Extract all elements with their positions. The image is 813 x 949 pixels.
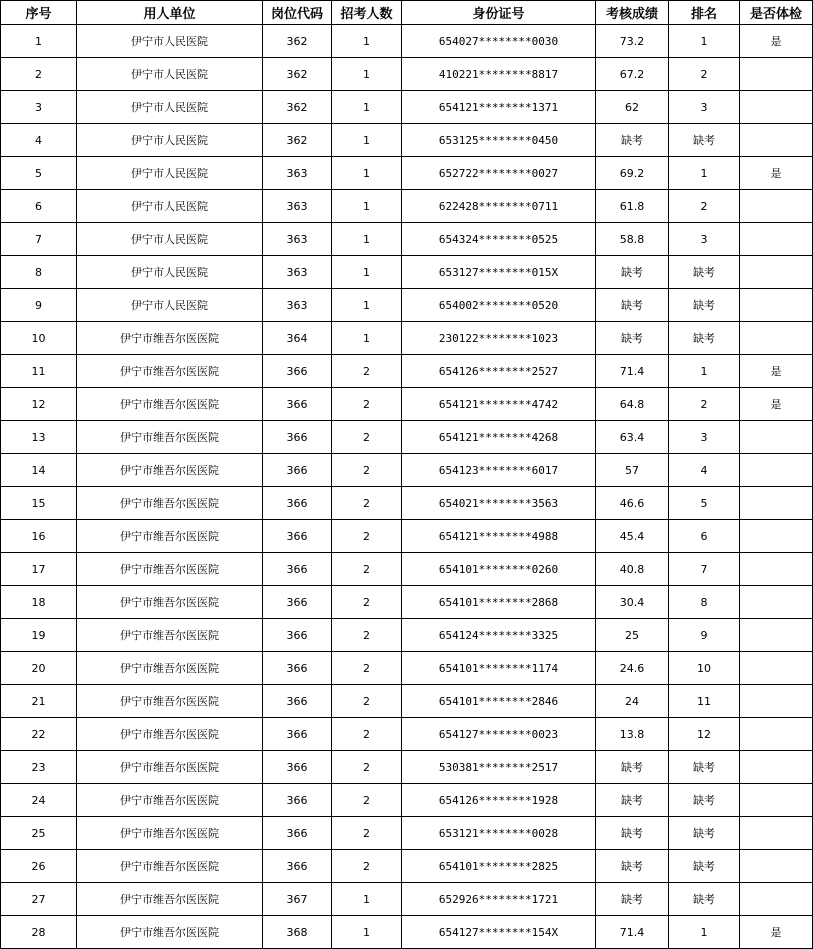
table-row xyxy=(1,619,813,652)
table-row xyxy=(1,25,813,58)
cell-recruit-count: 2 xyxy=(332,520,402,553)
cell-id-number: 654123********6017 xyxy=(402,454,596,487)
table-row xyxy=(1,190,813,223)
cell-recruit-count: 2 xyxy=(332,355,402,388)
cell-physical-exam xyxy=(740,421,813,454)
cell-physical-exam xyxy=(740,685,813,718)
cell-index: 16 xyxy=(1,520,77,553)
cell-employer: 伊宁市维吾尔医医院 xyxy=(77,850,263,883)
cell-score: 62 xyxy=(596,91,669,124)
cell-id-number: 654021********3563 xyxy=(402,487,596,520)
cell-score: 30.4 xyxy=(596,586,669,619)
cell-index: 23 xyxy=(1,751,77,784)
cell-rank: 1 xyxy=(669,916,740,949)
cell-id-number: 654127********0023 xyxy=(402,718,596,751)
cell-index: 5 xyxy=(1,157,77,190)
cell-physical-exam xyxy=(740,652,813,685)
cell-physical-exam: 是 xyxy=(740,25,813,58)
table-row xyxy=(1,454,813,487)
cell-recruit-count: 1 xyxy=(332,25,402,58)
cell-rank: 4 xyxy=(669,454,740,487)
table-row xyxy=(1,487,813,520)
cell-rank: 3 xyxy=(669,223,740,256)
cell-index: 12 xyxy=(1,388,77,421)
cell-physical-exam xyxy=(740,454,813,487)
cell-employer: 伊宁市人民医院 xyxy=(77,124,263,157)
cell-id-number: 622428********0711 xyxy=(402,190,596,223)
table-row xyxy=(1,322,813,355)
cell-rank: 2 xyxy=(669,388,740,421)
table-row xyxy=(1,355,813,388)
cell-score: 61.8 xyxy=(596,190,669,223)
header-score: 考核成绩 xyxy=(596,1,669,25)
cell-score: 缺考 xyxy=(596,850,669,883)
table-row xyxy=(1,817,813,850)
cell-employer: 伊宁市维吾尔医医院 xyxy=(77,520,263,553)
cell-score: 45.4 xyxy=(596,520,669,553)
cell-rank: 9 xyxy=(669,619,740,652)
cell-recruit-count: 2 xyxy=(332,850,402,883)
cell-employer: 伊宁市维吾尔医医院 xyxy=(77,487,263,520)
cell-score: 缺考 xyxy=(596,784,669,817)
cell-recruit-count: 2 xyxy=(332,685,402,718)
cell-rank: 5 xyxy=(669,487,740,520)
cell-rank: 1 xyxy=(669,355,740,388)
cell-rank: 缺考 xyxy=(669,124,740,157)
cell-score: 71.4 xyxy=(596,916,669,949)
cell-index: 13 xyxy=(1,421,77,454)
cell-physical-exam: 是 xyxy=(740,916,813,949)
cell-recruit-count: 1 xyxy=(332,124,402,157)
cell-physical-exam xyxy=(740,190,813,223)
cell-index: 25 xyxy=(1,817,77,850)
header-position-code: 岗位代码 xyxy=(263,1,332,25)
cell-index: 17 xyxy=(1,553,77,586)
cell-recruit-count: 1 xyxy=(332,322,402,355)
header-id-number: 身份证号 xyxy=(402,1,596,25)
cell-position-code: 366 xyxy=(263,685,332,718)
cell-score: 缺考 xyxy=(596,751,669,784)
cell-position-code: 366 xyxy=(263,454,332,487)
cell-physical-exam xyxy=(740,718,813,751)
table-row xyxy=(1,124,813,157)
cell-score: 缺考 xyxy=(596,322,669,355)
cell-id-number: 654121********4988 xyxy=(402,520,596,553)
cell-physical-exam xyxy=(740,553,813,586)
table-row xyxy=(1,520,813,553)
cell-id-number: 654324********0525 xyxy=(402,223,596,256)
table-row xyxy=(1,784,813,817)
table-row xyxy=(1,751,813,784)
cell-rank: 缺考 xyxy=(669,817,740,850)
cell-rank: 2 xyxy=(669,58,740,91)
cell-score: 缺考 xyxy=(596,289,669,322)
cell-physical-exam: 是 xyxy=(740,355,813,388)
cell-employer: 伊宁市维吾尔医医院 xyxy=(77,388,263,421)
cell-physical-exam xyxy=(740,883,813,916)
cell-rank: 缺考 xyxy=(669,751,740,784)
cell-rank: 12 xyxy=(669,718,740,751)
cell-employer: 伊宁市人民医院 xyxy=(77,157,263,190)
cell-id-number: 654101********0260 xyxy=(402,553,596,586)
cell-recruit-count: 2 xyxy=(332,388,402,421)
cell-score: 缺考 xyxy=(596,817,669,850)
cell-id-number: 654124********3325 xyxy=(402,619,596,652)
cell-employer: 伊宁市维吾尔医医院 xyxy=(77,421,263,454)
cell-recruit-count: 2 xyxy=(332,586,402,619)
cell-recruit-count: 2 xyxy=(332,487,402,520)
cell-employer: 伊宁市维吾尔医医院 xyxy=(77,718,263,751)
cell-index: 3 xyxy=(1,91,77,124)
cell-position-code: 362 xyxy=(263,124,332,157)
cell-id-number: 654101********2846 xyxy=(402,685,596,718)
cell-index: 4 xyxy=(1,124,77,157)
cell-physical-exam: 是 xyxy=(740,157,813,190)
cell-id-number: 654027********0030 xyxy=(402,25,596,58)
cell-score: 46.6 xyxy=(596,487,669,520)
cell-id-number: 410221********8817 xyxy=(402,58,596,91)
header-employer: 用人单位 xyxy=(77,1,263,25)
cell-physical-exam xyxy=(740,751,813,784)
cell-physical-exam xyxy=(740,850,813,883)
cell-index: 8 xyxy=(1,256,77,289)
cell-physical-exam xyxy=(740,817,813,850)
table-row xyxy=(1,223,813,256)
cell-physical-exam xyxy=(740,58,813,91)
cell-employer: 伊宁市维吾尔医医院 xyxy=(77,586,263,619)
cell-index: 21 xyxy=(1,685,77,718)
cell-score: 24.6 xyxy=(596,652,669,685)
cell-score: 13.8 xyxy=(596,718,669,751)
cell-score: 64.8 xyxy=(596,388,669,421)
cell-physical-exam xyxy=(740,124,813,157)
cell-score: 73.2 xyxy=(596,25,669,58)
cell-rank: 缺考 xyxy=(669,322,740,355)
cell-recruit-count: 1 xyxy=(332,91,402,124)
cell-position-code: 366 xyxy=(263,520,332,553)
cell-position-code: 366 xyxy=(263,850,332,883)
cell-id-number: 652722********0027 xyxy=(402,157,596,190)
cell-score: 57 xyxy=(596,454,669,487)
cell-position-code: 363 xyxy=(263,223,332,256)
cell-index: 15 xyxy=(1,487,77,520)
cell-index: 6 xyxy=(1,190,77,223)
cell-score: 67.2 xyxy=(596,58,669,91)
cell-id-number: 654126********1928 xyxy=(402,784,596,817)
header-row xyxy=(1,1,813,25)
cell-physical-exam xyxy=(740,784,813,817)
cell-index: 24 xyxy=(1,784,77,817)
cell-id-number: 654101********1174 xyxy=(402,652,596,685)
cell-rank: 6 xyxy=(669,520,740,553)
cell-index: 22 xyxy=(1,718,77,751)
cell-employer: 伊宁市维吾尔医医院 xyxy=(77,322,263,355)
cell-recruit-count: 1 xyxy=(332,916,402,949)
cell-score: 69.2 xyxy=(596,157,669,190)
cell-id-number: 654101********2868 xyxy=(402,586,596,619)
cell-position-code: 366 xyxy=(263,718,332,751)
cell-id-number: 653127********015X xyxy=(402,256,596,289)
table-row xyxy=(1,883,813,916)
cell-id-number: 654121********1371 xyxy=(402,91,596,124)
cell-employer: 伊宁市维吾尔医医院 xyxy=(77,652,263,685)
cell-recruit-count: 1 xyxy=(332,223,402,256)
cell-employer: 伊宁市维吾尔医医院 xyxy=(77,784,263,817)
cell-recruit-count: 2 xyxy=(332,553,402,586)
cell-index: 26 xyxy=(1,850,77,883)
cell-employer: 伊宁市维吾尔医医院 xyxy=(77,916,263,949)
cell-employer: 伊宁市人民医院 xyxy=(77,58,263,91)
cell-employer: 伊宁市人民医院 xyxy=(77,91,263,124)
cell-rank: 7 xyxy=(669,553,740,586)
cell-index: 19 xyxy=(1,619,77,652)
cell-rank: 缺考 xyxy=(669,289,740,322)
table-row xyxy=(1,586,813,619)
cell-recruit-count: 2 xyxy=(332,751,402,784)
cell-position-code: 362 xyxy=(263,58,332,91)
cell-employer: 伊宁市维吾尔医医院 xyxy=(77,751,263,784)
header-recruit-count: 招考人数 xyxy=(332,1,402,25)
table-row xyxy=(1,157,813,190)
cell-rank: 1 xyxy=(669,25,740,58)
cell-physical-exam xyxy=(740,223,813,256)
header-physical-exam: 是否体检 xyxy=(740,1,813,25)
cell-position-code: 363 xyxy=(263,289,332,322)
cell-recruit-count: 2 xyxy=(332,718,402,751)
cell-position-code: 366 xyxy=(263,553,332,586)
cell-physical-exam xyxy=(740,256,813,289)
table-row xyxy=(1,388,813,421)
table-row xyxy=(1,421,813,454)
cell-id-number: 654002********0520 xyxy=(402,289,596,322)
cell-employer: 伊宁市人民医院 xyxy=(77,190,263,223)
cell-score: 缺考 xyxy=(596,124,669,157)
cell-physical-exam xyxy=(740,91,813,124)
cell-id-number: 652926********1721 xyxy=(402,883,596,916)
cell-recruit-count: 1 xyxy=(332,883,402,916)
cell-position-code: 363 xyxy=(263,157,332,190)
cell-index: 14 xyxy=(1,454,77,487)
cell-employer: 伊宁市维吾尔医医院 xyxy=(77,454,263,487)
cell-recruit-count: 2 xyxy=(332,817,402,850)
cell-rank: 缺考 xyxy=(669,256,740,289)
cell-recruit-count: 1 xyxy=(332,256,402,289)
table-row xyxy=(1,916,813,949)
cell-recruit-count: 1 xyxy=(332,157,402,190)
cell-position-code: 367 xyxy=(263,883,332,916)
cell-rank: 3 xyxy=(669,91,740,124)
cell-score: 40.8 xyxy=(596,553,669,586)
cell-rank: 缺考 xyxy=(669,883,740,916)
cell-position-code: 366 xyxy=(263,388,332,421)
cell-position-code: 362 xyxy=(263,25,332,58)
cell-score: 缺考 xyxy=(596,256,669,289)
cell-position-code: 364 xyxy=(263,322,332,355)
cell-score: 缺考 xyxy=(596,883,669,916)
cell-physical-exam xyxy=(740,487,813,520)
cell-rank: 3 xyxy=(669,421,740,454)
cell-recruit-count: 2 xyxy=(332,652,402,685)
cell-position-code: 366 xyxy=(263,421,332,454)
cell-employer: 伊宁市维吾尔医医院 xyxy=(77,553,263,586)
cell-rank: 1 xyxy=(669,157,740,190)
cell-score: 63.4 xyxy=(596,421,669,454)
cell-position-code: 366 xyxy=(263,817,332,850)
cell-id-number: 654121********4268 xyxy=(402,421,596,454)
cell-position-code: 368 xyxy=(263,916,332,949)
cell-index: 1 xyxy=(1,25,77,58)
cell-position-code: 366 xyxy=(263,355,332,388)
table-row xyxy=(1,652,813,685)
cell-score: 24 xyxy=(596,685,669,718)
cell-index: 7 xyxy=(1,223,77,256)
cell-id-number: 654121********4742 xyxy=(402,388,596,421)
cell-recruit-count: 1 xyxy=(332,289,402,322)
cell-employer: 伊宁市人民医院 xyxy=(77,289,263,322)
cell-index: 11 xyxy=(1,355,77,388)
cell-recruit-count: 1 xyxy=(332,190,402,223)
cell-rank: 8 xyxy=(669,586,740,619)
cell-position-code: 363 xyxy=(263,190,332,223)
cell-position-code: 366 xyxy=(263,784,332,817)
table-row xyxy=(1,685,813,718)
cell-physical-exam xyxy=(740,619,813,652)
cell-id-number: 654126********2527 xyxy=(402,355,596,388)
table-row xyxy=(1,850,813,883)
cell-index: 9 xyxy=(1,289,77,322)
cell-employer: 伊宁市人民医院 xyxy=(77,25,263,58)
table-row xyxy=(1,553,813,586)
header-rank: 排名 xyxy=(669,1,740,25)
table-row xyxy=(1,58,813,91)
cell-id-number: 653125********0450 xyxy=(402,124,596,157)
cell-position-code: 366 xyxy=(263,751,332,784)
table-body xyxy=(1,25,813,949)
cell-physical-exam: 是 xyxy=(740,388,813,421)
cell-index: 27 xyxy=(1,883,77,916)
cell-recruit-count: 2 xyxy=(332,619,402,652)
cell-physical-exam xyxy=(740,322,813,355)
cell-rank: 2 xyxy=(669,190,740,223)
cell-employer: 伊宁市维吾尔医医院 xyxy=(77,355,263,388)
cell-index: 20 xyxy=(1,652,77,685)
table-row xyxy=(1,256,813,289)
table-row xyxy=(1,718,813,751)
cell-rank: 11 xyxy=(669,685,740,718)
cell-id-number: 230122********1023 xyxy=(402,322,596,355)
cell-position-code: 366 xyxy=(263,586,332,619)
cell-rank: 缺考 xyxy=(669,850,740,883)
cell-recruit-count: 2 xyxy=(332,454,402,487)
table-row xyxy=(1,289,813,322)
cell-index: 2 xyxy=(1,58,77,91)
table-row xyxy=(1,91,813,124)
cell-position-code: 366 xyxy=(263,487,332,520)
cell-position-code: 363 xyxy=(263,256,332,289)
header-index: 序号 xyxy=(1,1,77,25)
cell-employer: 伊宁市人民医院 xyxy=(77,256,263,289)
cell-physical-exam xyxy=(740,520,813,553)
cell-employer: 伊宁市维吾尔医医院 xyxy=(77,685,263,718)
cell-employer: 伊宁市维吾尔医医院 xyxy=(77,619,263,652)
cell-recruit-count: 1 xyxy=(332,58,402,91)
cell-score: 71.4 xyxy=(596,355,669,388)
cell-employer: 伊宁市维吾尔医医院 xyxy=(77,817,263,850)
cell-physical-exam xyxy=(740,289,813,322)
cell-id-number: 654101********2825 xyxy=(402,850,596,883)
cell-id-number: 654127********154X xyxy=(402,916,596,949)
cell-recruit-count: 2 xyxy=(332,421,402,454)
cell-recruit-count: 2 xyxy=(332,784,402,817)
cell-physical-exam xyxy=(740,586,813,619)
cell-score: 25 xyxy=(596,619,669,652)
cell-position-code: 362 xyxy=(263,91,332,124)
cell-score: 58.8 xyxy=(596,223,669,256)
cell-id-number: 530381********2517 xyxy=(402,751,596,784)
cell-index: 10 xyxy=(1,322,77,355)
cell-id-number: 653121********0028 xyxy=(402,817,596,850)
cell-index: 28 xyxy=(1,916,77,949)
cell-position-code: 366 xyxy=(263,619,332,652)
cell-employer: 伊宁市维吾尔医医院 xyxy=(77,883,263,916)
cell-rank: 缺考 xyxy=(669,784,740,817)
cell-index: 18 xyxy=(1,586,77,619)
cell-position-code: 366 xyxy=(263,652,332,685)
cell-rank: 10 xyxy=(669,652,740,685)
cell-employer: 伊宁市人民医院 xyxy=(77,223,263,256)
